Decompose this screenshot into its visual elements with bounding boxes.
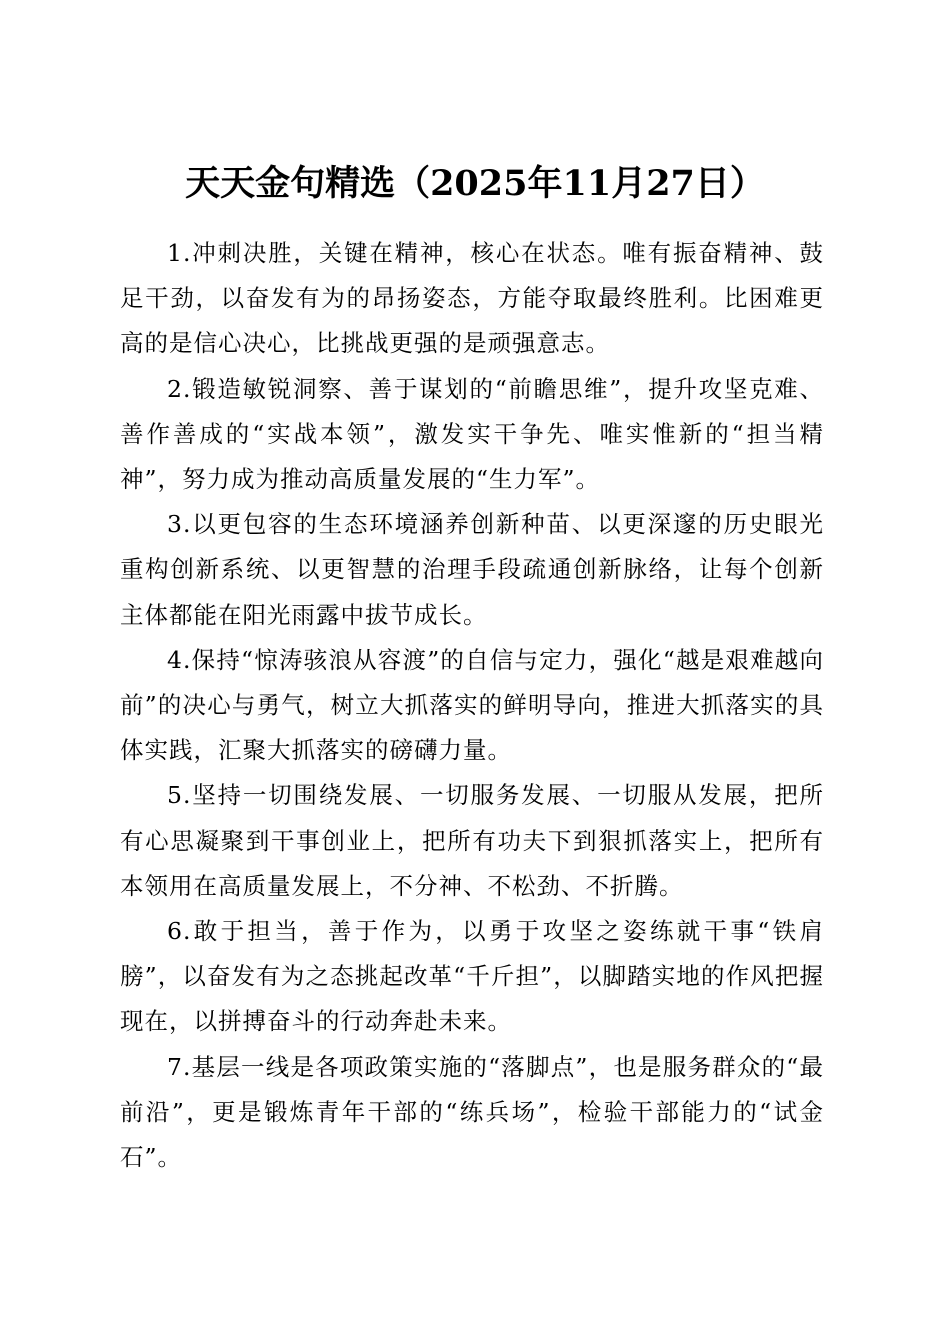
paragraph-5: 5.坚持一切围绕发展、一切服务发展、一切服从发展，把所有心思凝聚到干事创业上，把所有功夫下到狠抓落实上，把所有本领用在高质量发展上，不分神、不松劲、不折腾。 (120, 781, 824, 900)
paragraph-4: 4.保持“惊涛骇浪从容渡”的自信与定力，强化“越是艰难越向前”的决心与勇气，树立大抓落实的鲜明导向，推进大抓落实的具体实践，汇聚大抓落实的磅礴力量。 (120, 645, 824, 765)
document-title: 天天金句精选（2025年11月27日） (185, 163, 765, 205)
document-body (120, 231, 824, 1180)
paragraph-2: 2.锻造敏锐洞察、善于谋划的“前瞻思维”，提升攻坚克难、善作善成的“实战本领”，激发实干争先、唯实惟新的“担当精神”，努力成为推动高质量发展的“生力军”。 (120, 374, 824, 494)
paragraph-3: 3.以更包容的生态环境涵养创新种苗、以更深邃的历史眼光重构创新系统、以更智慧的治理手段疏通创新脉络，让每个创新主体都能在阳光雨露中拔节成长。 (120, 510, 824, 629)
paragraph-6: 6.敢于担当，善于作为，以勇于攻坚之姿练就干事“铁肩膀”，以奋发有为之态挑起改革“千斤担”，以脚踏实地的作风把握现在，以拼搏奋斗的行动奔赴未来。 (120, 917, 824, 1036)
paragraph-1: 1.冲刺决胜，关键在精神，核心在状态。唯有振奋精神、鼓足干劲，以奋发有为的昂扬姿态，方能夺取最终胜利。比困难更高的是信心决心，比挑战更强的是顽强意志。 (120, 239, 824, 358)
paragraph-7: 7.基层一线是各项政策实施的“落脚点”，也是服务群众的“最前沿”，更是锻炼青年干部的“练兵场”，检验干部能力的“试金石”。 (120, 1052, 824, 1172)
